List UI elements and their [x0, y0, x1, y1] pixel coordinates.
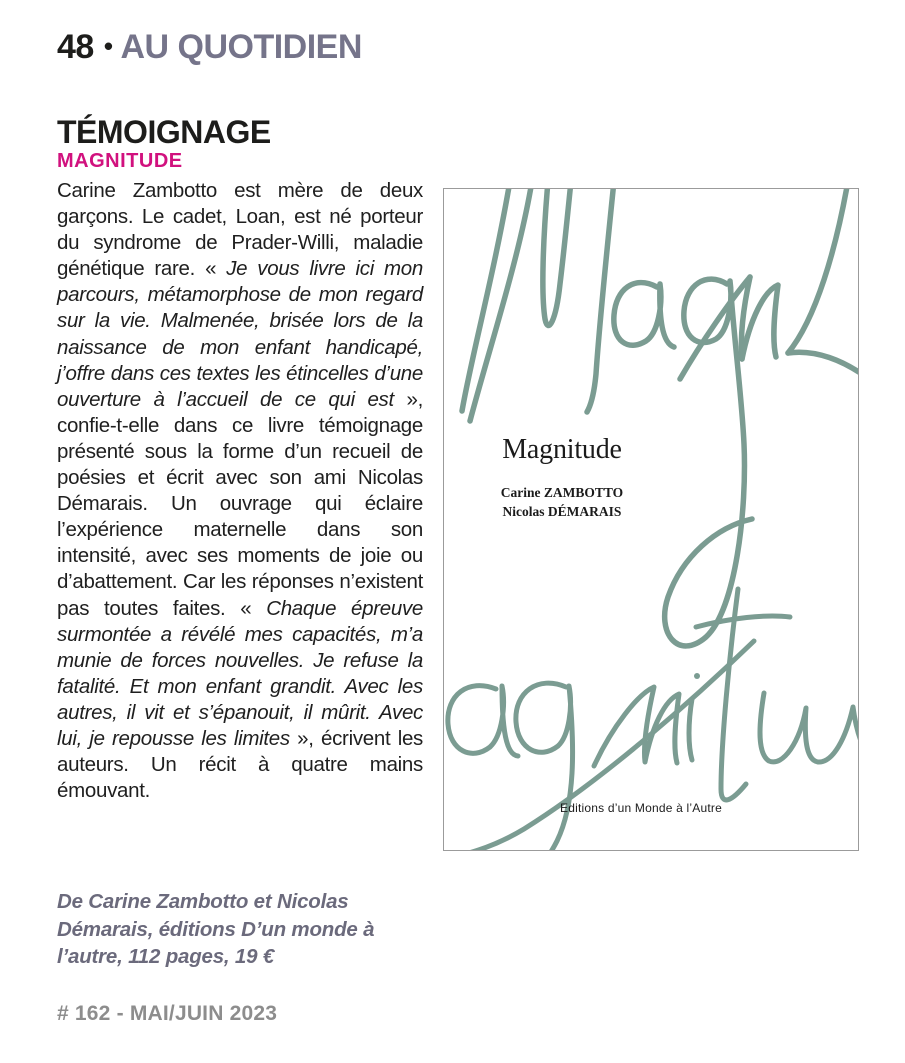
script-top-magn — [462, 189, 858, 646]
issue-footer: # 162 - MAI/JUIN 2023 — [57, 1002, 278, 1025]
page-header — [57, 28, 362, 67]
book-author-2: Nicolas DÉMARAIS — [502, 504, 622, 519]
article-title: MAGNITUDE — [57, 150, 183, 172]
section-title: AU QUOTIDIEN — [120, 28, 362, 66]
book-title: Magnitude — [502, 434, 622, 465]
bullet-separator: • — [103, 31, 113, 61]
book-authors — [444, 483, 680, 521]
book-author-1: Carine ZAMBOTTO — [500, 485, 624, 500]
article-kicker: TÉMOIGNAGE — [57, 114, 271, 150]
book-publisher: Editions d’un Monde à l’Autre — [560, 801, 722, 815]
article-credit: De Carine Zambotto et Nicolas Démarais, éditions D’un monde à l’autre, 112 pages, 19 € — [57, 890, 375, 968]
article-body: Carine Zambotto est mère de deux garçons. Le cadet, Loan, est né porteur du syndrome de Prader-Willi, maladie génétique rare. « Je vous livre ici mon parcours, métamorphose de mon regard sur la vie. Malmenée, brisée lors de la naissance de mon enfant handicapé, j’offre dans ces textes les étincelles d’une ouverture à l’accueil de ce qui est », confie-t-elle dans ce livre témoignage présenté sous la forme d’un recueil de poésies et écrit avec son ami Nicolas Démarais. Un ouvrage qui éclaire l’expérience maternelle dans son intensité, avec ses moments de joie ou d’abattement. Car les réponses n’existent pas toutes faites. « Chaque épreuve surmontée a révélé mes capacités, m’a munie de forces nouvelles. Je refuse la fatalité. Et mon enfant grandit. Avec les autres, il vit et s’épanouit, il mûrit. Avec lui, je repousse les limites », écrivent les auteurs. Un récit à quatre mains émouvant. — [57, 179, 424, 803]
book-cover — [443, 188, 859, 851]
page-number: 48 — [57, 28, 94, 66]
